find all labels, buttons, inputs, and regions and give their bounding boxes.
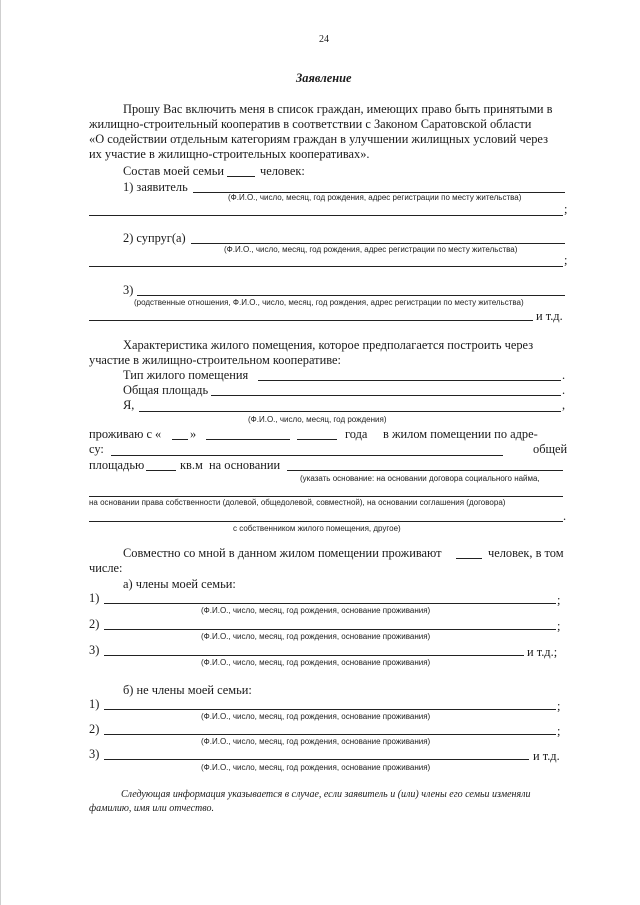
applicant-name-field[interactable] xyxy=(139,411,561,412)
nonmember-2-semicolon: ; xyxy=(557,724,561,738)
housing-type-dot: . xyxy=(562,368,566,382)
intro-line-4: их участие в жилищно-строительных кооперативах». xyxy=(89,147,370,161)
nonmember-3-hint: (Ф.И.О., число, месяц, год рождения, основание проживания) xyxy=(201,763,431,772)
relative-label: 3) xyxy=(123,283,134,297)
spouse-field-continued[interactable] xyxy=(89,266,563,267)
intro-line-3: «О содействии отдельным категориям граждан в улучшении жилищных условий через xyxy=(89,132,548,146)
basis-hint-3: с собственником жилого помещения, другое) xyxy=(233,524,401,533)
applicant-hint: (Ф.И.О., число, месяц, год рождения, адрес регистрации по месту жительства) xyxy=(228,193,522,202)
intro-line-1: Прошу Вас включить меня в список граждан, имеющих право быть принятыми в xyxy=(123,102,553,116)
member-3-etc: и т.д.; xyxy=(527,645,558,659)
live-in-label: в жилом помещении по адре- xyxy=(383,427,538,441)
relative-field[interactable] xyxy=(137,295,565,296)
footnote-line-1: Следующая информация указывается в случае, если заявитель и (или) члены его семьи изменяли xyxy=(121,789,531,800)
area-unit-label: кв.м xyxy=(180,458,203,472)
total-label: общей xyxy=(533,442,568,456)
housing-type-label: Тип жилого помещения xyxy=(123,368,249,382)
applicant-name-hint: (Ф.И.О., число, месяц, год рождения) xyxy=(248,415,387,424)
address-label: су: xyxy=(89,442,104,456)
applicant-name-comma: , xyxy=(562,398,566,412)
live-since-month-field[interactable] xyxy=(206,439,290,440)
live-since-year-label: года xyxy=(345,427,368,441)
family-composition-unit: человек: xyxy=(260,164,305,178)
housing-char-line-1: Характеристика жилого помещения, которое предполагается построить через xyxy=(123,338,534,352)
spouse-field[interactable] xyxy=(191,243,565,244)
member-3-field[interactable] xyxy=(104,655,524,656)
spouse-semicolon: ; xyxy=(564,253,568,267)
relative-hint: (родственные отношения, Ф.И.О., число, месяц, год рождения, адрес регистрации по месту жительства) xyxy=(134,298,524,307)
cohabit-line-1: Совместно со мной в данном жилом помещении проживают xyxy=(123,546,442,560)
relative-field-continued[interactable] xyxy=(89,320,533,321)
total-area-dot: . xyxy=(562,383,566,397)
nonmember-1-field[interactable] xyxy=(104,709,556,710)
cohabit-line-2: числе: xyxy=(89,561,123,575)
basis-hint-1: (указать основание: на основании договора социального найма, xyxy=(300,474,540,483)
nonmember-2-field[interactable] xyxy=(104,734,556,735)
total-area-field[interactable] xyxy=(211,395,561,396)
cohabit-count-field[interactable] xyxy=(456,558,482,559)
nonmember-2-number: 2) xyxy=(89,722,100,736)
member-1-hint: (Ф.И.О., число, месяц, год рождения, основание проживания) xyxy=(201,606,431,615)
nonmembers-heading: б) не члены моей семьи: xyxy=(123,683,252,697)
member-3-hint: (Ф.И.О., число, месяц, год рождения, основание проживания) xyxy=(201,658,431,667)
member-1-number: 1) xyxy=(89,591,100,605)
nonmember-1-hint: (Ф.И.О., число, месяц, год рождения, основание проживания) xyxy=(201,712,431,721)
footnote-line-2: фамилию, имя или отчество. xyxy=(89,803,214,814)
nonmember-3-field[interactable] xyxy=(104,759,529,760)
live-since-day-field[interactable] xyxy=(172,439,188,440)
basis-label: на основании xyxy=(209,458,281,472)
member-2-semicolon: ; xyxy=(557,619,561,633)
document-title: Заявление xyxy=(296,71,352,85)
intro-line-2: жилищно-строительный кооператив в соответствии с Законом Саратовской области xyxy=(89,117,532,131)
applicant-field-continued[interactable] xyxy=(89,215,563,216)
area-prefix-label: площадью xyxy=(89,458,145,472)
basis-field-line-2[interactable] xyxy=(89,496,563,497)
basis-dot: . xyxy=(563,509,567,523)
nonmember-2-hint: (Ф.И.О., число, месяц, год рождения, основание проживания) xyxy=(201,737,431,746)
live-since-label: проживаю с « xyxy=(89,427,162,441)
spouse-label: 2) супруг(а) xyxy=(123,231,186,245)
nonmember-1-number: 1) xyxy=(89,697,100,711)
basis-field[interactable] xyxy=(287,470,563,471)
nonmember-3-number: 3) xyxy=(89,747,100,761)
nonmember-3-etc: и т.д. xyxy=(533,749,560,763)
basis-hint-2: на основании права собственности (долевой, общедолевой, совместной), на основании соглашения (договора) xyxy=(89,498,506,507)
address-field[interactable] xyxy=(111,455,503,456)
housing-type-field[interactable] xyxy=(258,380,561,381)
area-value-field[interactable] xyxy=(146,470,176,471)
housing-char-line-2: участие в жилищно-строительном кооперативе: xyxy=(89,353,341,367)
family-composition-label: Состав моей семьи xyxy=(123,164,224,178)
cohabit-line-1-unit: человек, в том xyxy=(488,546,564,560)
spouse-hint: (Ф.И.О., число, месяц, год рождения, адрес регистрации по месту жительства) xyxy=(224,245,518,254)
applicant-semicolon: ; xyxy=(564,202,568,216)
member-1-semicolon: ; xyxy=(557,593,561,607)
member-1-field[interactable] xyxy=(104,603,556,604)
page-number: 24 xyxy=(319,34,329,45)
members-heading: а) члены моей семьи: xyxy=(123,577,236,591)
family-count-field[interactable] xyxy=(227,176,255,177)
scan-edge xyxy=(0,0,1,905)
member-2-number: 2) xyxy=(89,617,100,631)
member-3-number: 3) xyxy=(89,643,100,657)
relative-etc: и т.д. xyxy=(536,309,563,323)
live-since-year-field[interactable] xyxy=(297,439,337,440)
live-since-quote-close: » xyxy=(190,427,197,441)
basis-field-line-3[interactable] xyxy=(89,521,563,522)
total-area-label: Общая площадь xyxy=(123,383,209,397)
nonmember-1-semicolon: ; xyxy=(557,699,561,713)
applicant-label: 1) заявитель xyxy=(123,180,188,194)
member-2-field[interactable] xyxy=(104,629,556,630)
i-label: Я, xyxy=(123,398,135,412)
member-2-hint: (Ф.И.О., число, месяц, год рождения, основание проживания) xyxy=(201,632,431,641)
